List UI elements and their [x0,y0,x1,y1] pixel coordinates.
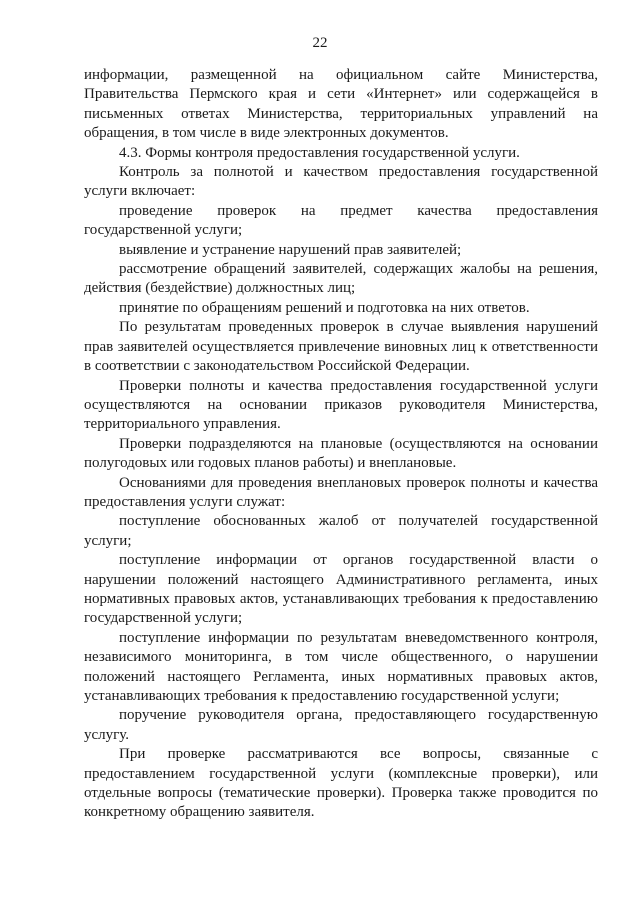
list-item: поступление информации по результатам вневедомственного контроля, независимого мониторинга, в том числе общественного, о нарушении положений настоящего Регламента, иных нормативных правовых актов, устанавливающих требования к предоставлению государственной услуги; [84,629,598,704]
list-item: рассмотрение обращений заявителей, содержащих жалобы на решения, действия (бездействие) должностных лиц; [84,261,598,297]
list-item: выявление и устранение нарушений прав заявителей; [119,241,462,258]
paragraph: Основаниями для проведения внеплановых проверок полноты и качества предоставления услуги служат: [84,474,598,510]
paragraph: Проверки подразделяются на плановые (осуществляются на основании полугодовых или годовых планов работы) и внеплановые. [84,435,598,472]
paragraph: Контроль за полнотой и качеством предоставления государственной услуги включает: [84,164,598,200]
paragraph: При проверке рассматриваются все вопросы, связанные с предоставлением государственной услуги (комплексные проверки), или отдельные вопросы (тематические проверки). Проверка также проводится по конкретному обращению заявителя. [84,746,598,821]
paragraph: По результатам проведенных проверок в случае выявления нарушений прав заявителей осуществляется привлечение виновных лиц к ответственности в соответствии с законодательством Российской Федерации. [84,319,598,375]
paragraph-continuation: информации, размещенной на официальном сайте Министерства, Правительства Пермского края и сети «Интернет» или содержащейся в письменных ответах Министерства, территориальных управлений на обращения, в том числе в виде электронных документов. [84,67,598,142]
list-item: принятие по обращениям решений и подготовка на них ответов. [119,299,530,316]
list-item: проведение проверок на предмет качества предоставления государственной услуги; [84,202,598,239]
list-item: поручение руководителя органа, предоставляющего государственную услугу. [84,707,598,743]
document-body [84,66,598,823]
page-number: 22 [312,35,328,51]
list-item: поступление информации от органов государственной власти о нарушении положений настоящего Административного регламента, иных нормативных правовых актов, устанавливающих требования к предоставлению государственной услуги; [84,552,598,627]
list-item: поступление обоснованных жалоб от получателей государственной услуги; [84,513,598,549]
paragraph: Проверки полноты и качества предоставления государственной услуги осуществляются на основании приказов руководителя Министерства, территориального управления. [84,377,598,433]
section-heading-4-3: 4.3. Формы контроля предоставления государственной услуги. [119,144,520,161]
